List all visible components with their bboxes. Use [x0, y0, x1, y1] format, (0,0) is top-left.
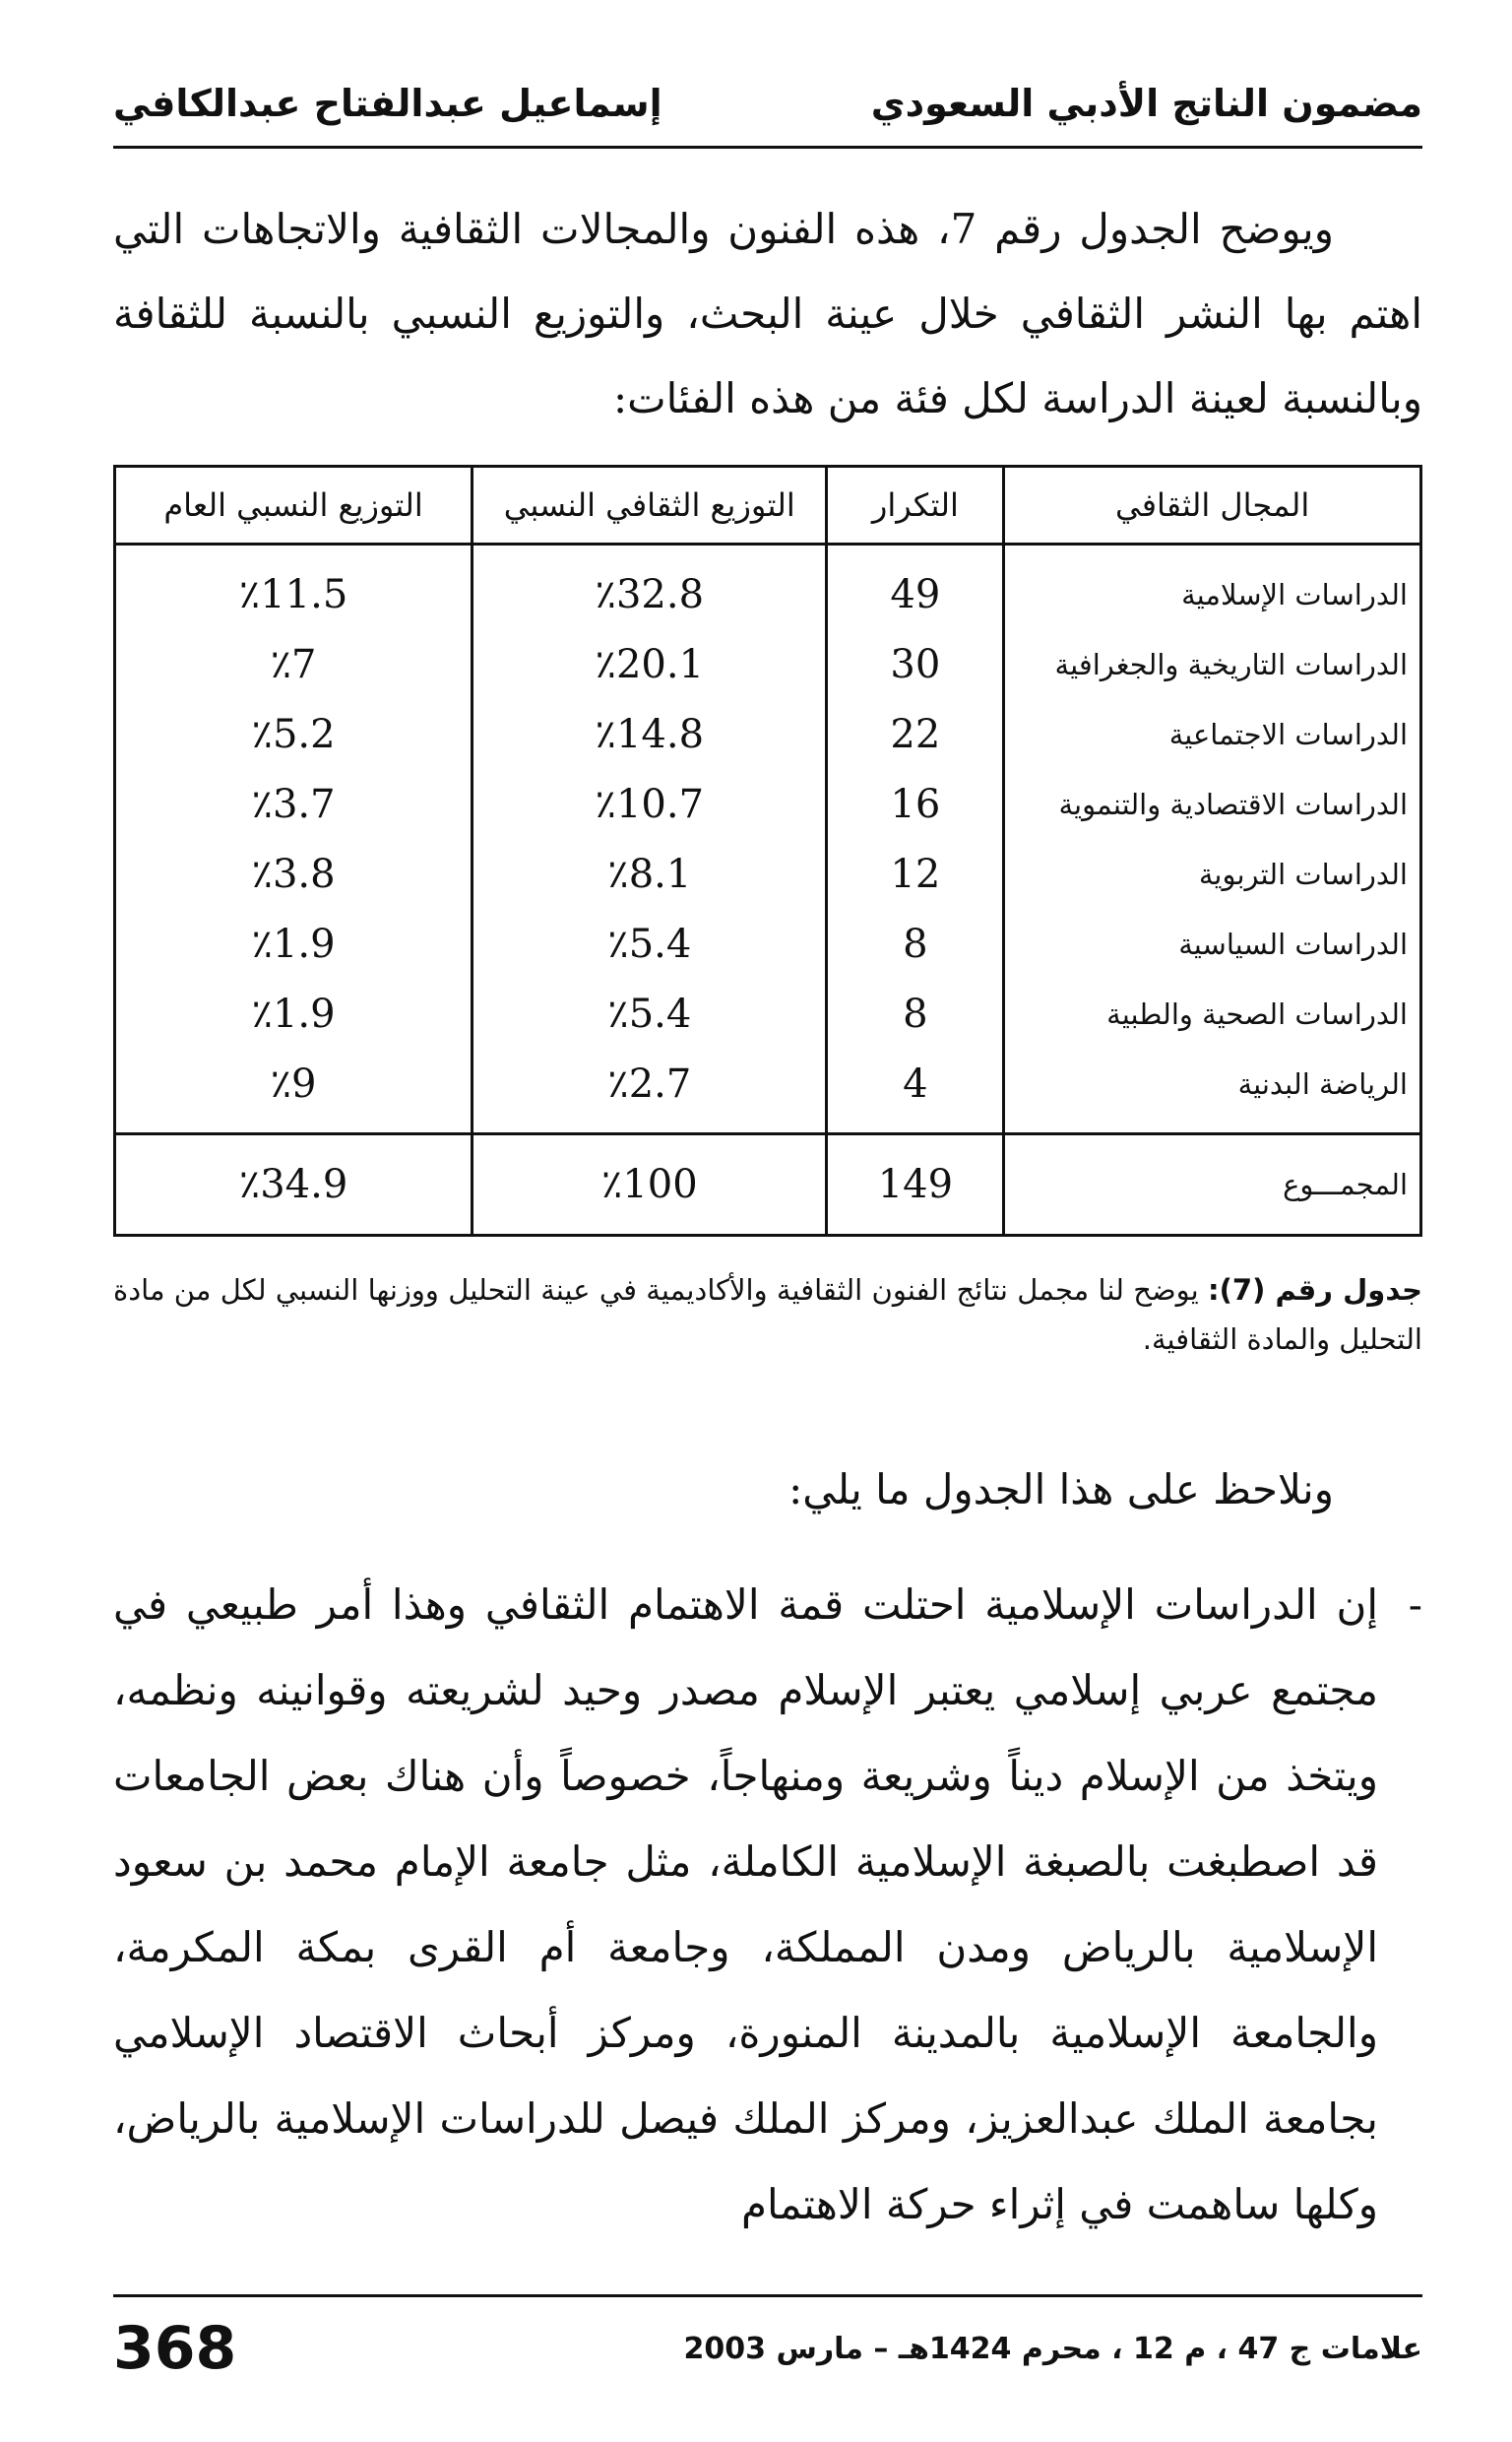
cell-frequency: 22: [827, 699, 1004, 769]
cell-general-relative: ٪1.9: [115, 909, 472, 979]
cell-relative-cultural: ٪5.4: [472, 909, 827, 979]
cell-frequency: 4: [827, 1049, 1004, 1134]
table-row: [115, 699, 1421, 769]
cell-frequency: 8: [827, 909, 1004, 979]
cell-frequency: 12: [827, 839, 1004, 909]
cell-general-relative: ٪11.5: [115, 545, 472, 630]
bullet-dash: -: [1408, 1580, 1422, 1629]
page-footer: [113, 2309, 1422, 2388]
cell-general-relative: ٪3.8: [115, 839, 472, 909]
cell-relative-cultural: ٪10.7: [472, 769, 827, 839]
cell-frequency: 16: [827, 769, 1004, 839]
running-header: [113, 69, 1422, 138]
caption-label: جدول رقم (7):: [1208, 1273, 1422, 1307]
table-total-row: [115, 1134, 1421, 1236]
cell-category: الدراسات التربوية: [1004, 839, 1421, 909]
intro-paragraph: ويوضح الجدول رقم 7، هذه الفنون والمجالات الثقافية والاتجاهات التي اهتم بها النشر الثقافي خلال عينة البحث، والتوزيع النسبي بالنسبة للثقافة وبالنسبة لعينة الدراسة لكل فئة من هذه الفئات:: [113, 205, 1422, 422]
cell-relative-cultural: ٪32.8: [472, 545, 827, 630]
cell-general-relative: ٪3.7: [115, 769, 472, 839]
table-row: [115, 629, 1421, 699]
table-row: [115, 545, 1421, 630]
total-label: المجمـــوع: [1004, 1134, 1421, 1236]
table-row: [115, 909, 1421, 979]
total-frequency: 149: [827, 1134, 1004, 1236]
bullet-item: [113, 1562, 1422, 2247]
cell-category: الدراسات الإسلامية: [1004, 545, 1421, 630]
cell-frequency: 8: [827, 979, 1004, 1049]
caption-text: يوضح لنا مجمل نتائج الفنون الثقافية والأكاديمية في عينة التحليل ووزنها النسبي لكل من مادة التحليل والمادة الثقافية.: [113, 1273, 1422, 1356]
article-title: مضمون الناتج الأدبي السعودي: [870, 82, 1422, 125]
cell-frequency: 49: [827, 545, 1004, 630]
total-general-relative: ٪34.9: [115, 1134, 472, 1236]
header-frequency: التكرار: [827, 467, 1004, 545]
cell-relative-cultural: ٪8.1: [472, 839, 827, 909]
cell-relative-cultural: ٪5.4: [472, 979, 827, 1049]
header-category: المجال الثقافي: [1004, 467, 1421, 545]
cell-category: الدراسات الاجتماعية: [1004, 699, 1421, 769]
cell-relative-cultural: ٪2.7: [472, 1049, 827, 1134]
cell-category: الدراسات التاريخية والجغرافية: [1004, 629, 1421, 699]
table-row: [115, 769, 1421, 839]
cell-category: الرياضة البدنية: [1004, 1049, 1421, 1134]
cell-general-relative: ٪1.9: [115, 979, 472, 1049]
table-row: [115, 1049, 1421, 1134]
cell-category: الدراسات السياسية: [1004, 909, 1421, 979]
cell-frequency: 30: [827, 629, 1004, 699]
header-general-relative: التوزيع النسبي العام: [115, 467, 472, 545]
note-paragraph: ونلاحظ على هذا الجدول ما يلي:: [788, 1465, 1334, 1513]
page-number: 368: [113, 2314, 237, 2383]
table-row: [115, 839, 1421, 909]
header-divider: [113, 146, 1422, 149]
footer-divider: [113, 2294, 1422, 2297]
cell-general-relative: ٪9: [115, 1049, 472, 1134]
cell-relative-cultural: ٪20.1: [472, 629, 827, 699]
cell-category: الدراسات الاقتصادية والتنموية: [1004, 769, 1421, 839]
header-relative-cultural: التوزيع الثقافي النسبي: [472, 467, 827, 545]
table-header-row: [115, 467, 1421, 545]
journal-info: علامات ج 47 ، م 12 ، محرم 1424هـ – مارس 2003: [683, 2331, 1422, 2366]
author-name: إسماعيل عبدالفتاح عبدالكافي: [113, 82, 662, 125]
cell-general-relative: ٪5.2: [115, 699, 472, 769]
total-relative-cultural: ٪100: [472, 1134, 827, 1236]
cell-general-relative: ٪7: [115, 629, 472, 699]
table-row: [115, 979, 1421, 1049]
cell-category: الدراسات الصحية والطبية: [1004, 979, 1421, 1049]
cultural-fields-table: [113, 465, 1422, 1237]
cell-relative-cultural: ٪14.8: [472, 699, 827, 769]
bullet-text: إن الدراسات الإسلامية احتلت قمة الاهتمام الثقافي وهذا أمر طبيعي في مجتمع عربي إسلامي يعتبر الإسلام مصدر وحيد لشريعته وقوانينه ونظمه، ويتخذ من الإسلام ديناً وشريعة ومنهاجاً، خصوصاً وأن هناك بعض الجامعات قد اصطبغت بالصبغة الإسلامية الكاملة، مثل جامعة الإمام محمد بن سعود الإسلامية بالرياض ومدن المملكة، وجامعة أم القرى بمكة المكرمة، والجامعة الإسلامية بالمدينة المنورة، ومركز أبحاث الاقتصاد الإسلامي بجامعة الملك عبدالعزيز، ومركز الملك فيصل للدراسات الإسلامية بالرياض، وكلها ساهمت في إثراء حركة الاهتمام: [113, 1580, 1378, 2228]
document-page: [113, 0, 1422, 2442]
table-caption: [113, 1265, 1422, 1364]
